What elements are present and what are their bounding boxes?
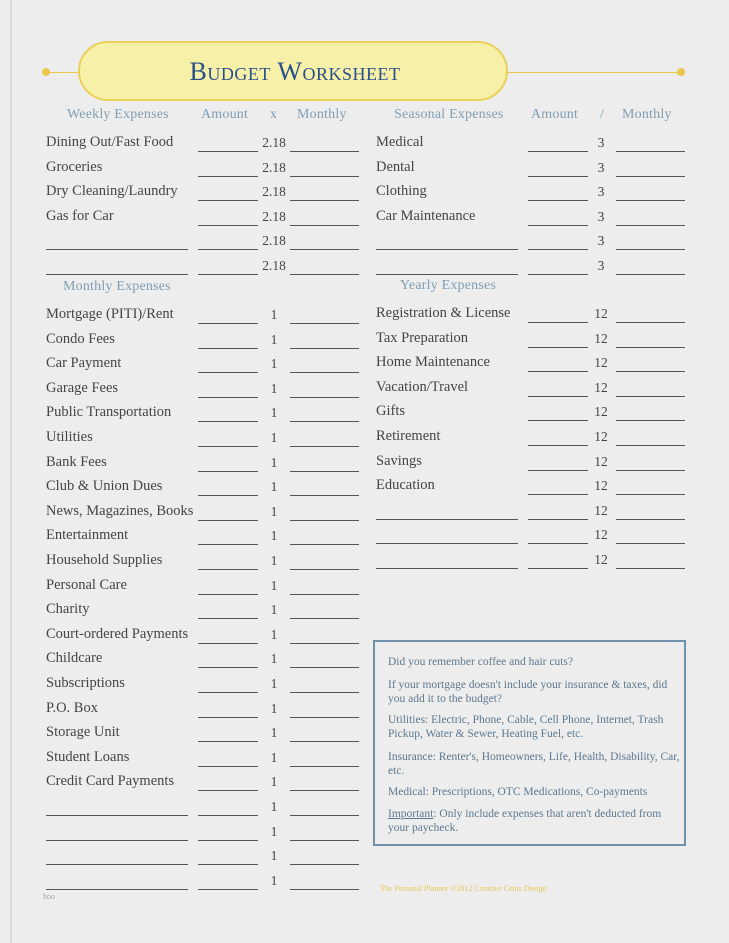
yearly-amount-blank[interactable] — [528, 420, 588, 421]
seasonal-monthly-blank[interactable] — [616, 249, 685, 250]
monthly-monthly-blank[interactable] — [290, 421, 359, 422]
seasonal-item-label: Clothing — [376, 183, 427, 200]
monthly-monthly-blank[interactable] — [290, 741, 359, 742]
monthly-factor: 1 — [270, 380, 278, 396]
seasonal-factor: 3 — [597, 184, 605, 200]
monthly-item-label: Charity — [46, 601, 90, 618]
weekly-item-label: Dining Out/Fast Food — [46, 134, 174, 150]
monthly-factor: 1 — [270, 848, 278, 864]
yearly-amount-blank[interactable] — [528, 396, 588, 397]
monthly-monthly-blank[interactable] — [290, 864, 359, 865]
monthly-amount-blank[interactable] — [198, 520, 258, 521]
yearly-amount-blank[interactable] — [528, 347, 588, 348]
weekly-monthly-blank[interactable] — [290, 151, 359, 152]
monthly-item-label: Storage Unit — [46, 724, 120, 741]
yearly-item-name-blank[interactable] — [376, 568, 518, 569]
monthly-item-label: P.O. Box — [46, 699, 98, 716]
monthly-monthly-blank[interactable] — [290, 667, 359, 668]
monthly-item-label: Public Transportation — [46, 404, 172, 421]
yearly-monthly-blank[interactable] — [616, 347, 685, 348]
weekly-monthly-blank[interactable] — [290, 225, 359, 226]
monthly-amount-blank[interactable] — [198, 569, 258, 570]
tip-important — [388, 807, 680, 835]
seasonal-factor: 3 — [597, 233, 605, 249]
yearly-item-label: Gifts — [376, 403, 405, 420]
weekly-monthly-blank[interactable] — [290, 176, 359, 177]
yearly-factor: 12 — [594, 502, 608, 518]
yearly-factor: 12 — [594, 379, 608, 395]
monthly-factor: 1 — [270, 553, 278, 568]
monthly-factor: 1 — [270, 503, 278, 519]
watermark: hoo — [43, 892, 55, 901]
yearly-amount-blank[interactable] — [528, 543, 588, 544]
monthly-factor: 1 — [270, 626, 278, 642]
yearly-factor: 12 — [594, 404, 608, 420]
weekly-amount-blank[interactable] — [198, 176, 258, 177]
monthly-factor: 1 — [270, 528, 278, 544]
monthly-amount-blank[interactable] — [198, 840, 258, 841]
monthly-amount-blank[interactable] — [198, 717, 258, 718]
monthly-amount-blank[interactable] — [198, 766, 258, 767]
monthly-monthly-blank[interactable] — [290, 766, 359, 767]
weekly-amount-blank[interactable] — [198, 249, 258, 250]
monthly-item-label: Personal Care — [46, 576, 127, 593]
monthly-item-label: Subscriptions — [46, 675, 125, 691]
yearly-factor: 12 — [594, 527, 608, 543]
monthly-factor: 1 — [270, 774, 278, 790]
monthly-item-label: Utilities — [46, 429, 93, 445]
seasonal-monthly-blank[interactable] — [616, 274, 685, 275]
monthly-item-label: Car Payment — [46, 355, 122, 372]
monthly-factor: 1 — [270, 405, 278, 421]
weekly-amount-blank[interactable] — [198, 200, 258, 201]
yearly-monthly-blank[interactable] — [616, 470, 685, 471]
monthly-factor: 1 — [270, 651, 278, 667]
tip-important-text: : Only include expenses that aren't deducted from your paycheck. — [388, 808, 662, 834]
yearly-monthly-blank[interactable] — [616, 420, 685, 421]
monthly-amount-blank[interactable] — [198, 348, 258, 349]
monthly-monthly-blank[interactable] — [290, 569, 359, 570]
monthly-monthly-blank[interactable] — [290, 643, 359, 644]
monthly-monthly-blank[interactable] — [290, 889, 359, 890]
seasonal-amount-blank[interactable] — [528, 151, 588, 152]
monthly-amount-blank[interactable] — [198, 372, 258, 373]
monthly-monthly-blank[interactable] — [290, 594, 359, 595]
monthly-amount-blank[interactable] — [198, 471, 258, 472]
yearly-item-label: Vacation/Travel — [376, 378, 469, 395]
monthly-amount-blank[interactable] — [198, 397, 258, 398]
monthly-amount-blank[interactable] — [198, 618, 258, 619]
monthly-monthly-blank[interactable] — [290, 840, 359, 841]
yearly-monthly-blank[interactable] — [616, 371, 685, 372]
yearly-monthly-blank[interactable] — [616, 322, 685, 323]
monthly-factor: 1 — [270, 577, 278, 593]
seasonal-monthly-blank[interactable] — [616, 200, 685, 201]
weekly-times-heading: x — [270, 107, 278, 122]
monthly-factor: 1 — [270, 700, 278, 716]
seasonal-amount-blank[interactable] — [528, 274, 588, 275]
title-rule-left — [46, 72, 80, 73]
monthly-item-name-blank[interactable] — [46, 889, 188, 890]
monthly-factor: 1 — [270, 676, 278, 691]
yearly-factor: 12 — [594, 355, 608, 371]
yearly-item-label: Savings — [376, 452, 422, 469]
seasonal-item-name-blank[interactable] — [376, 249, 518, 250]
yearly-monthly-blank[interactable] — [616, 494, 685, 495]
monthly-item-label: Bank Fees — [46, 453, 107, 470]
tip-utilities: Utilities: Electric, Phone, Cable, Cell Phone, Internet, Trash Pickup, Water & Sewer, Heating Fuel, etc. — [388, 714, 664, 740]
seasonal-factor: 3 — [597, 135, 605, 150]
monthly-amount-blank[interactable] — [198, 446, 258, 447]
yearly-item-label: Registration & License — [376, 305, 511, 321]
monthly-factor: 1 — [270, 479, 278, 495]
yearly-item-name-blank[interactable] — [376, 543, 518, 544]
weekly-monthly-heading: Monthly — [297, 107, 347, 122]
monthly-monthly-blank[interactable] — [290, 323, 359, 324]
yearly-amount-blank[interactable] — [528, 519, 588, 520]
seasonal-expenses-heading: Seasonal Expenses — [394, 107, 504, 122]
monthly-amount-blank[interactable] — [198, 741, 258, 742]
monthly-monthly-blank[interactable] — [290, 446, 359, 447]
yearly-item-name-blank[interactable] — [376, 519, 518, 520]
seasonal-amount-blank[interactable] — [528, 200, 588, 201]
weekly-amount-blank[interactable] — [198, 151, 258, 152]
title-rule-left-dot — [42, 68, 50, 76]
weekly-expenses-heading: Weekly Expenses — [67, 107, 169, 122]
monthly-amount-blank[interactable] — [198, 864, 258, 865]
tip-important-label: Important — [388, 808, 434, 820]
monthly-item-label: Court-ordered Payments — [46, 625, 189, 642]
seasonal-item-name-blank[interactable] — [376, 274, 518, 275]
weekly-amount-blank[interactable] — [198, 274, 258, 275]
weekly-item-name-blank[interactable] — [46, 274, 188, 275]
tip-coffee: Did you remember coffee and hair cuts? — [388, 656, 573, 668]
monthly-factor: 1 — [270, 454, 278, 470]
monthly-item-label: Student Loans — [46, 748, 130, 765]
seasonal-monthly-blank[interactable] — [616, 225, 685, 226]
monthly-monthly-blank[interactable] — [290, 790, 359, 791]
title-rule-right — [506, 72, 682, 73]
weekly-factor: 2.18 — [262, 208, 286, 224]
seasonal-amount-heading: Amount — [531, 107, 579, 122]
seasonal-monthly-blank[interactable] — [616, 176, 685, 177]
yearly-monthly-blank[interactable] — [616, 568, 685, 569]
monthly-item-label: Household Supplies — [46, 552, 163, 568]
weekly-factor: 2.18 — [262, 135, 286, 150]
yearly-expenses-heading: Yearly Expenses — [400, 278, 497, 293]
monthly-factor: 1 — [270, 799, 278, 814]
monthly-item-label: Club & Union Dues — [46, 478, 163, 495]
monthly-monthly-blank[interactable] — [290, 692, 359, 693]
monthly-expenses-heading: Monthly Expenses — [63, 279, 171, 294]
weekly-factor: 2.18 — [262, 184, 286, 200]
monthly-monthly-blank[interactable] — [290, 618, 359, 619]
seasonal-divide-heading: / — [600, 107, 605, 122]
yearly-factor: 12 — [594, 330, 608, 346]
monthly-item-label: Credit Card Payments — [46, 773, 175, 790]
weekly-item-label: Gas for Car — [46, 207, 114, 224]
weekly-item-name-blank[interactable] — [46, 249, 188, 250]
monthly-amount-blank[interactable] — [198, 594, 258, 595]
yearly-amount-blank[interactable] — [528, 470, 588, 471]
monthly-amount-blank[interactable] — [198, 815, 258, 816]
weekly-factor: 2.18 — [262, 233, 286, 249]
seasonal-amount-blank[interactable] — [528, 176, 588, 177]
monthly-item-name-blank[interactable] — [46, 840, 188, 841]
page-edge — [10, 0, 12, 943]
monthly-factor: 1 — [270, 749, 278, 765]
weekly-monthly-blank[interactable] — [290, 200, 359, 201]
monthly-item-name-blank[interactable] — [46, 864, 188, 865]
monthly-amount-blank[interactable] — [198, 667, 258, 668]
yearly-factor: 12 — [594, 552, 608, 567]
yearly-item-label: Education — [376, 477, 435, 494]
weekly-factor: 2.18 — [262, 258, 286, 273]
tip-medical: Medical: Prescriptions, OTC Medications, Co-payments — [388, 786, 648, 798]
monthly-monthly-blank[interactable] — [290, 397, 359, 398]
monthly-amount-blank[interactable] — [198, 495, 258, 496]
seasonal-monthly-heading: Monthly — [622, 107, 672, 122]
yearly-factor: 12 — [594, 453, 608, 469]
page-title: Budget Worksheet — [189, 57, 401, 86]
seasonal-factor: 3 — [597, 208, 605, 224]
tips-box — [373, 640, 686, 846]
monthly-amount-blank[interactable] — [198, 323, 258, 324]
monthly-monthly-blank[interactable] — [290, 815, 359, 816]
monthly-monthly-blank[interactable] — [290, 348, 359, 349]
monthly-amount-blank[interactable] — [198, 544, 258, 545]
yearly-amount-blank[interactable] — [528, 494, 588, 495]
monthly-amount-blank[interactable] — [198, 889, 258, 890]
yearly-item-label: Retirement — [376, 428, 441, 444]
yearly-amount-blank[interactable] — [528, 568, 588, 569]
weekly-amount-heading: Amount — [201, 107, 249, 122]
yearly-monthly-blank[interactable] — [616, 396, 685, 397]
yearly-factor: 12 — [594, 478, 608, 494]
yearly-monthly-blank[interactable] — [616, 543, 685, 544]
yearly-factor: 12 — [594, 429, 608, 444]
monthly-item-label: Childcare — [46, 650, 103, 667]
monthly-item-label: News, Magazines, Books — [46, 502, 194, 519]
title-rule-right-dot — [677, 68, 685, 76]
monthly-item-label: Condo Fees — [46, 330, 115, 347]
tip-insurance: Insurance: Renter's, Homeowners, Life, Health, Disability, Car, etc. — [388, 751, 680, 777]
monthly-monthly-blank[interactable] — [290, 495, 359, 496]
seasonal-factor: 3 — [597, 159, 605, 175]
monthly-factor: 1 — [270, 725, 278, 741]
seasonal-factor: 3 — [597, 258, 605, 273]
yearly-amount-blank[interactable] — [528, 371, 588, 372]
weekly-amount-blank[interactable] — [198, 225, 258, 226]
monthly-factor: 1 — [270, 602, 278, 618]
tip-mortgage: If your mortgage doesn't include your insurance & taxes, did you add it to the budget? — [388, 679, 668, 705]
monthly-factor: 1 — [270, 331, 278, 347]
weekly-monthly-blank[interactable] — [290, 274, 359, 275]
monthly-monthly-blank[interactable] — [290, 717, 359, 718]
monthly-item-label: Mortgage (PITI)/Rent — [46, 306, 174, 322]
weekly-item-label: Groceries — [46, 158, 103, 175]
monthly-amount-blank[interactable] — [198, 421, 258, 422]
monthly-item-label: Garage Fees — [46, 379, 119, 396]
monthly-item-label: Entertainment — [46, 527, 129, 544]
footer-credit: The Personal Planner ©2012 Creative Cents Design — [380, 884, 547, 893]
monthly-monthly-blank[interactable] — [290, 372, 359, 373]
seasonal-item-label: Dental — [376, 158, 415, 175]
weekly-monthly-blank[interactable] — [290, 249, 359, 250]
yearly-factor: 12 — [594, 306, 608, 321]
yearly-amount-blank[interactable] — [528, 322, 588, 323]
monthly-factor: 1 — [270, 307, 278, 322]
monthly-monthly-blank[interactable] — [290, 471, 359, 472]
monthly-monthly-blank[interactable] — [290, 520, 359, 521]
monthly-amount-blank[interactable] — [198, 790, 258, 791]
yearly-monthly-blank[interactable] — [616, 445, 685, 446]
seasonal-amount-blank[interactable] — [528, 225, 588, 226]
weekly-item-label: Dry Cleaning/Laundry — [46, 183, 178, 200]
seasonal-item-label: Medical — [376, 134, 424, 150]
title-banner — [78, 41, 508, 101]
monthly-amount-blank[interactable] — [198, 643, 258, 644]
yearly-amount-blank[interactable] — [528, 445, 588, 446]
monthly-factor: 1 — [270, 823, 278, 839]
seasonal-item-label: Car Maintenance — [376, 207, 476, 224]
monthly-factor: 1 — [270, 356, 278, 372]
seasonal-monthly-blank[interactable] — [616, 151, 685, 152]
monthly-factor: 1 — [270, 872, 278, 888]
weekly-factor: 2.18 — [262, 159, 286, 175]
seasonal-amount-blank[interactable] — [528, 249, 588, 250]
monthly-amount-blank[interactable] — [198, 692, 258, 693]
monthly-factor: 1 — [270, 430, 278, 445]
yearly-monthly-blank[interactable] — [616, 519, 685, 520]
monthly-monthly-blank[interactable] — [290, 544, 359, 545]
yearly-item-label: Home Maintenance — [376, 354, 490, 371]
yearly-item-label: Tax Preparation — [376, 329, 468, 346]
monthly-item-name-blank[interactable] — [46, 815, 188, 816]
